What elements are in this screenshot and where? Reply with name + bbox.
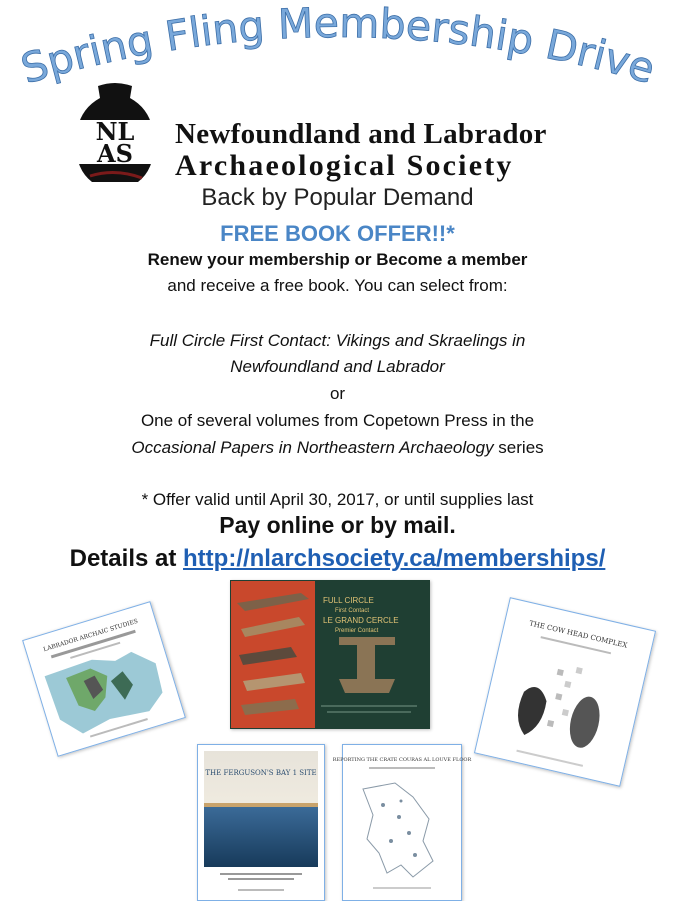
nlas-logo (60, 80, 170, 190)
cover-lithic-floor (332, 744, 472, 901)
cover-fergusons-bay (197, 744, 325, 901)
renew-text: Renew your membership or Become a member (147, 250, 528, 269)
series-name: Occasional Papers in Northeastern Archaeology (131, 438, 494, 457)
book1-title-line1: Full Circle First Contact: Vikings and Skraelings in (149, 331, 526, 350)
details-line (0, 545, 675, 573)
cover-labrador-title: LABRADOR ARCHAIC STUDIES (42, 617, 139, 654)
cover-lithic-title: REPORTING THE CRATE COURAS AL LOUVE FLOOR (332, 757, 472, 763)
logo-text-bottom: AS (97, 139, 133, 168)
cover-full-circle-sub: First Contact (335, 608, 370, 614)
memberships-link[interactable]: http://nlarchsociety.ca/memberships/ (183, 545, 606, 572)
cover-full-circle (230, 580, 430, 729)
logo-text-top: NL (95, 117, 135, 146)
cover-cow-head-title: THE COW HEAD COMPLEX (528, 619, 629, 650)
book2-line1: One of several volumes from Copetown Press in the (140, 411, 535, 430)
receive-text: and receive a free book. You can select from: (167, 276, 508, 295)
banner-title-text: Spring Fling Membership Drive (15, 0, 661, 94)
org-name-line1: Newfoundland and Labrador (175, 118, 547, 150)
series-suffix: series (493, 438, 544, 457)
cover-fergusons-title: THE FERGUSON'S BAY 1 SITE (205, 769, 317, 777)
cover-cow-head (474, 597, 656, 787)
org-name-line2: Archaeological Society (175, 149, 514, 182)
book2-line2 (0, 438, 675, 458)
cover-grand-cercle-sub: Premier Contact (335, 628, 379, 634)
pay-text: Pay online or by mail. (219, 512, 456, 538)
book1-title-line2: Newfoundland and Labrador (230, 357, 445, 376)
cover-labrador-archaic (22, 601, 186, 757)
back-by-demand: Back by Popular Demand (201, 184, 474, 211)
cover-grand-cercle-title: LE GRAND CERCLE (323, 616, 399, 625)
cover-full-circle-title: FULL CIRCLE (323, 596, 374, 605)
free-book-offer: FREE BOOK OFFER!!* (220, 221, 455, 246)
offer-valid-note: * Offer valid until April 30, 2017, or until supplies last (141, 490, 534, 509)
details-label: Details at (69, 545, 184, 572)
or-text: or (329, 384, 346, 403)
